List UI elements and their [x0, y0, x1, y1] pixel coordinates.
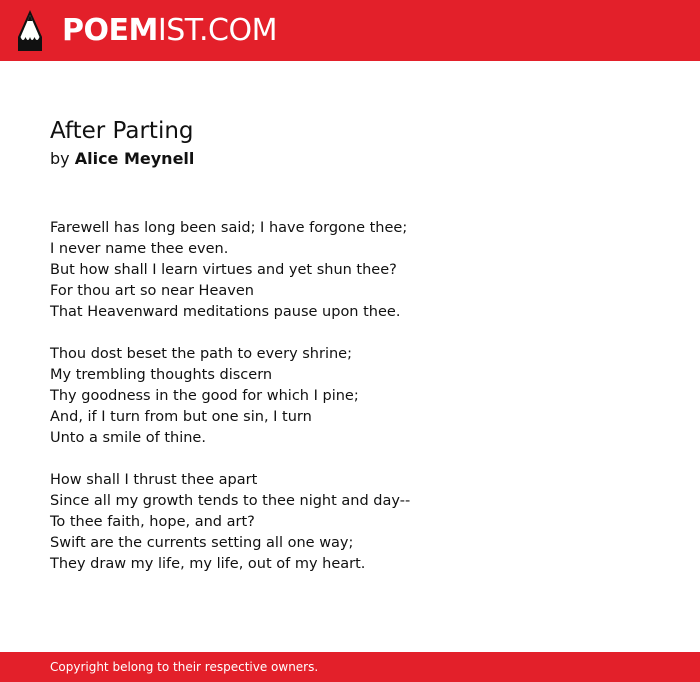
poem-body: [50, 218, 670, 596]
poem-line: For thou art so near Heaven: [50, 283, 254, 299]
brand-light: IST.COM: [157, 13, 277, 48]
poem-line: How shall I thrust thee apart: [50, 472, 258, 488]
poem-line: But how shall I learn virtues and yet shun thee?: [50, 262, 397, 278]
poem-line: They draw my life, my life, out of my heart.: [50, 556, 366, 572]
stanza: [50, 470, 670, 575]
stanza: [50, 344, 670, 449]
pencil-tip-icon[interactable]: [18, 10, 42, 51]
poem-line: Thy goodness in the good for which I pine;: [50, 388, 359, 404]
poem-line: Swift are the currents setting all one way;: [50, 535, 354, 551]
poem-line: My trembling thoughts discern: [50, 367, 273, 383]
poem-line: That Heavenward meditations pause upon thee.: [50, 304, 401, 320]
poem-line: To thee faith, hope, and art?: [50, 514, 255, 530]
poem-line: Since all my growth tends to thee night and day--: [50, 493, 411, 509]
poem-line: And, if I turn from but one sin, I turn: [50, 409, 312, 425]
site-logo-text[interactable]: [62, 11, 277, 51]
stanza: [50, 218, 670, 323]
poem-title: After Parting: [50, 118, 194, 144]
byline-prefix: by: [50, 149, 70, 168]
copyright-notice: Copyright belong to their respective owners.: [50, 660, 319, 674]
author-name: Alice Meynell: [74, 149, 195, 168]
site-header: [0, 0, 700, 61]
poem-line: Unto a smile of thine.: [50, 430, 206, 446]
byline: [50, 148, 194, 170]
brand-bold: POEM: [62, 13, 158, 48]
poem-line: I never name thee even.: [50, 241, 229, 257]
poem-line: Thou dost beset the path to every shrine;: [50, 346, 352, 362]
site-footer: [0, 652, 700, 682]
poem-line: Farewell has long been said; I have forgone thee;: [50, 220, 408, 236]
